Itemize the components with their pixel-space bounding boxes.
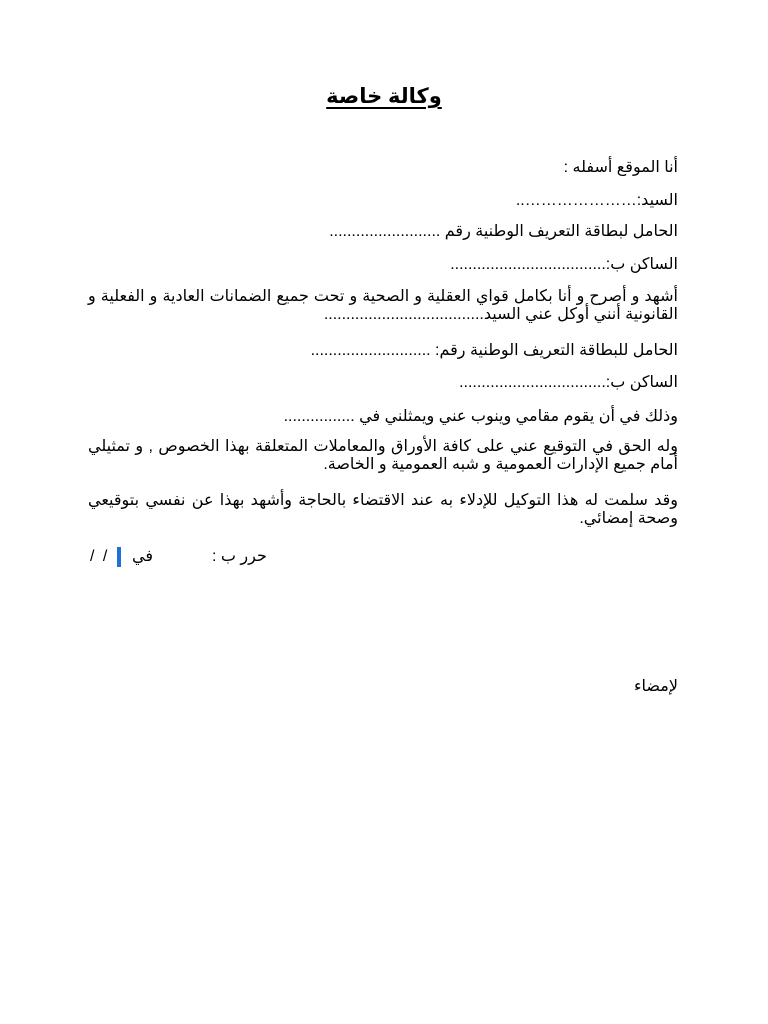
declaration-paragraph: أشهد و أصرح و أنا بكامل قواي العقلية و الصحية و تحت جميع الضمانات العادية و الفعلية و القانونية أنني أوكل عني السيد....................................	[88, 288, 678, 323]
written-at-label: حرر ب :	[212, 548, 267, 565]
principal-residence-line: الساكن ب:...................................	[450, 256, 678, 273]
principal-id-line: الحامل لبطاقة التعريف الوطنية رقم .........................	[329, 223, 678, 240]
handover-paragraph: وقد سلمت له هذا التوكيل للإدلاء به عند الاقتضاء بالحاجة وأشهد بهذا عن نفسي بتوقيعي وصحة إمضائي.	[88, 492, 678, 527]
agent-residence-line: الساكن ب:.................................	[459, 374, 678, 391]
signature-label: لإمضاء	[634, 678, 678, 695]
agent-id-line: الحامل للبطاقة التعريف الوطنية رقم: ...........................	[310, 342, 678, 359]
rights-paragraph: وله الحق في التوقيع عني على كافة الأوراق والمعاملات المتعلقة بهذا الخصوص , و تمثيلي أمام جميع الإدارات العمومية و شبه العمومية و الخاصة.	[88, 438, 678, 473]
date-separators: / /	[90, 548, 110, 565]
principal-name-line: السيد:…………………..	[515, 192, 678, 209]
intro-line: أنا الموقع أسفله :	[563, 159, 678, 176]
date-in-label: في	[132, 548, 153, 565]
text-cursor[interactable]	[117, 547, 121, 567]
purpose-line: وذلك في أن يقوم مقامي وينوب عني ويمثلني في ................	[283, 408, 678, 425]
document-title: وكالة خاصة	[326, 85, 442, 108]
